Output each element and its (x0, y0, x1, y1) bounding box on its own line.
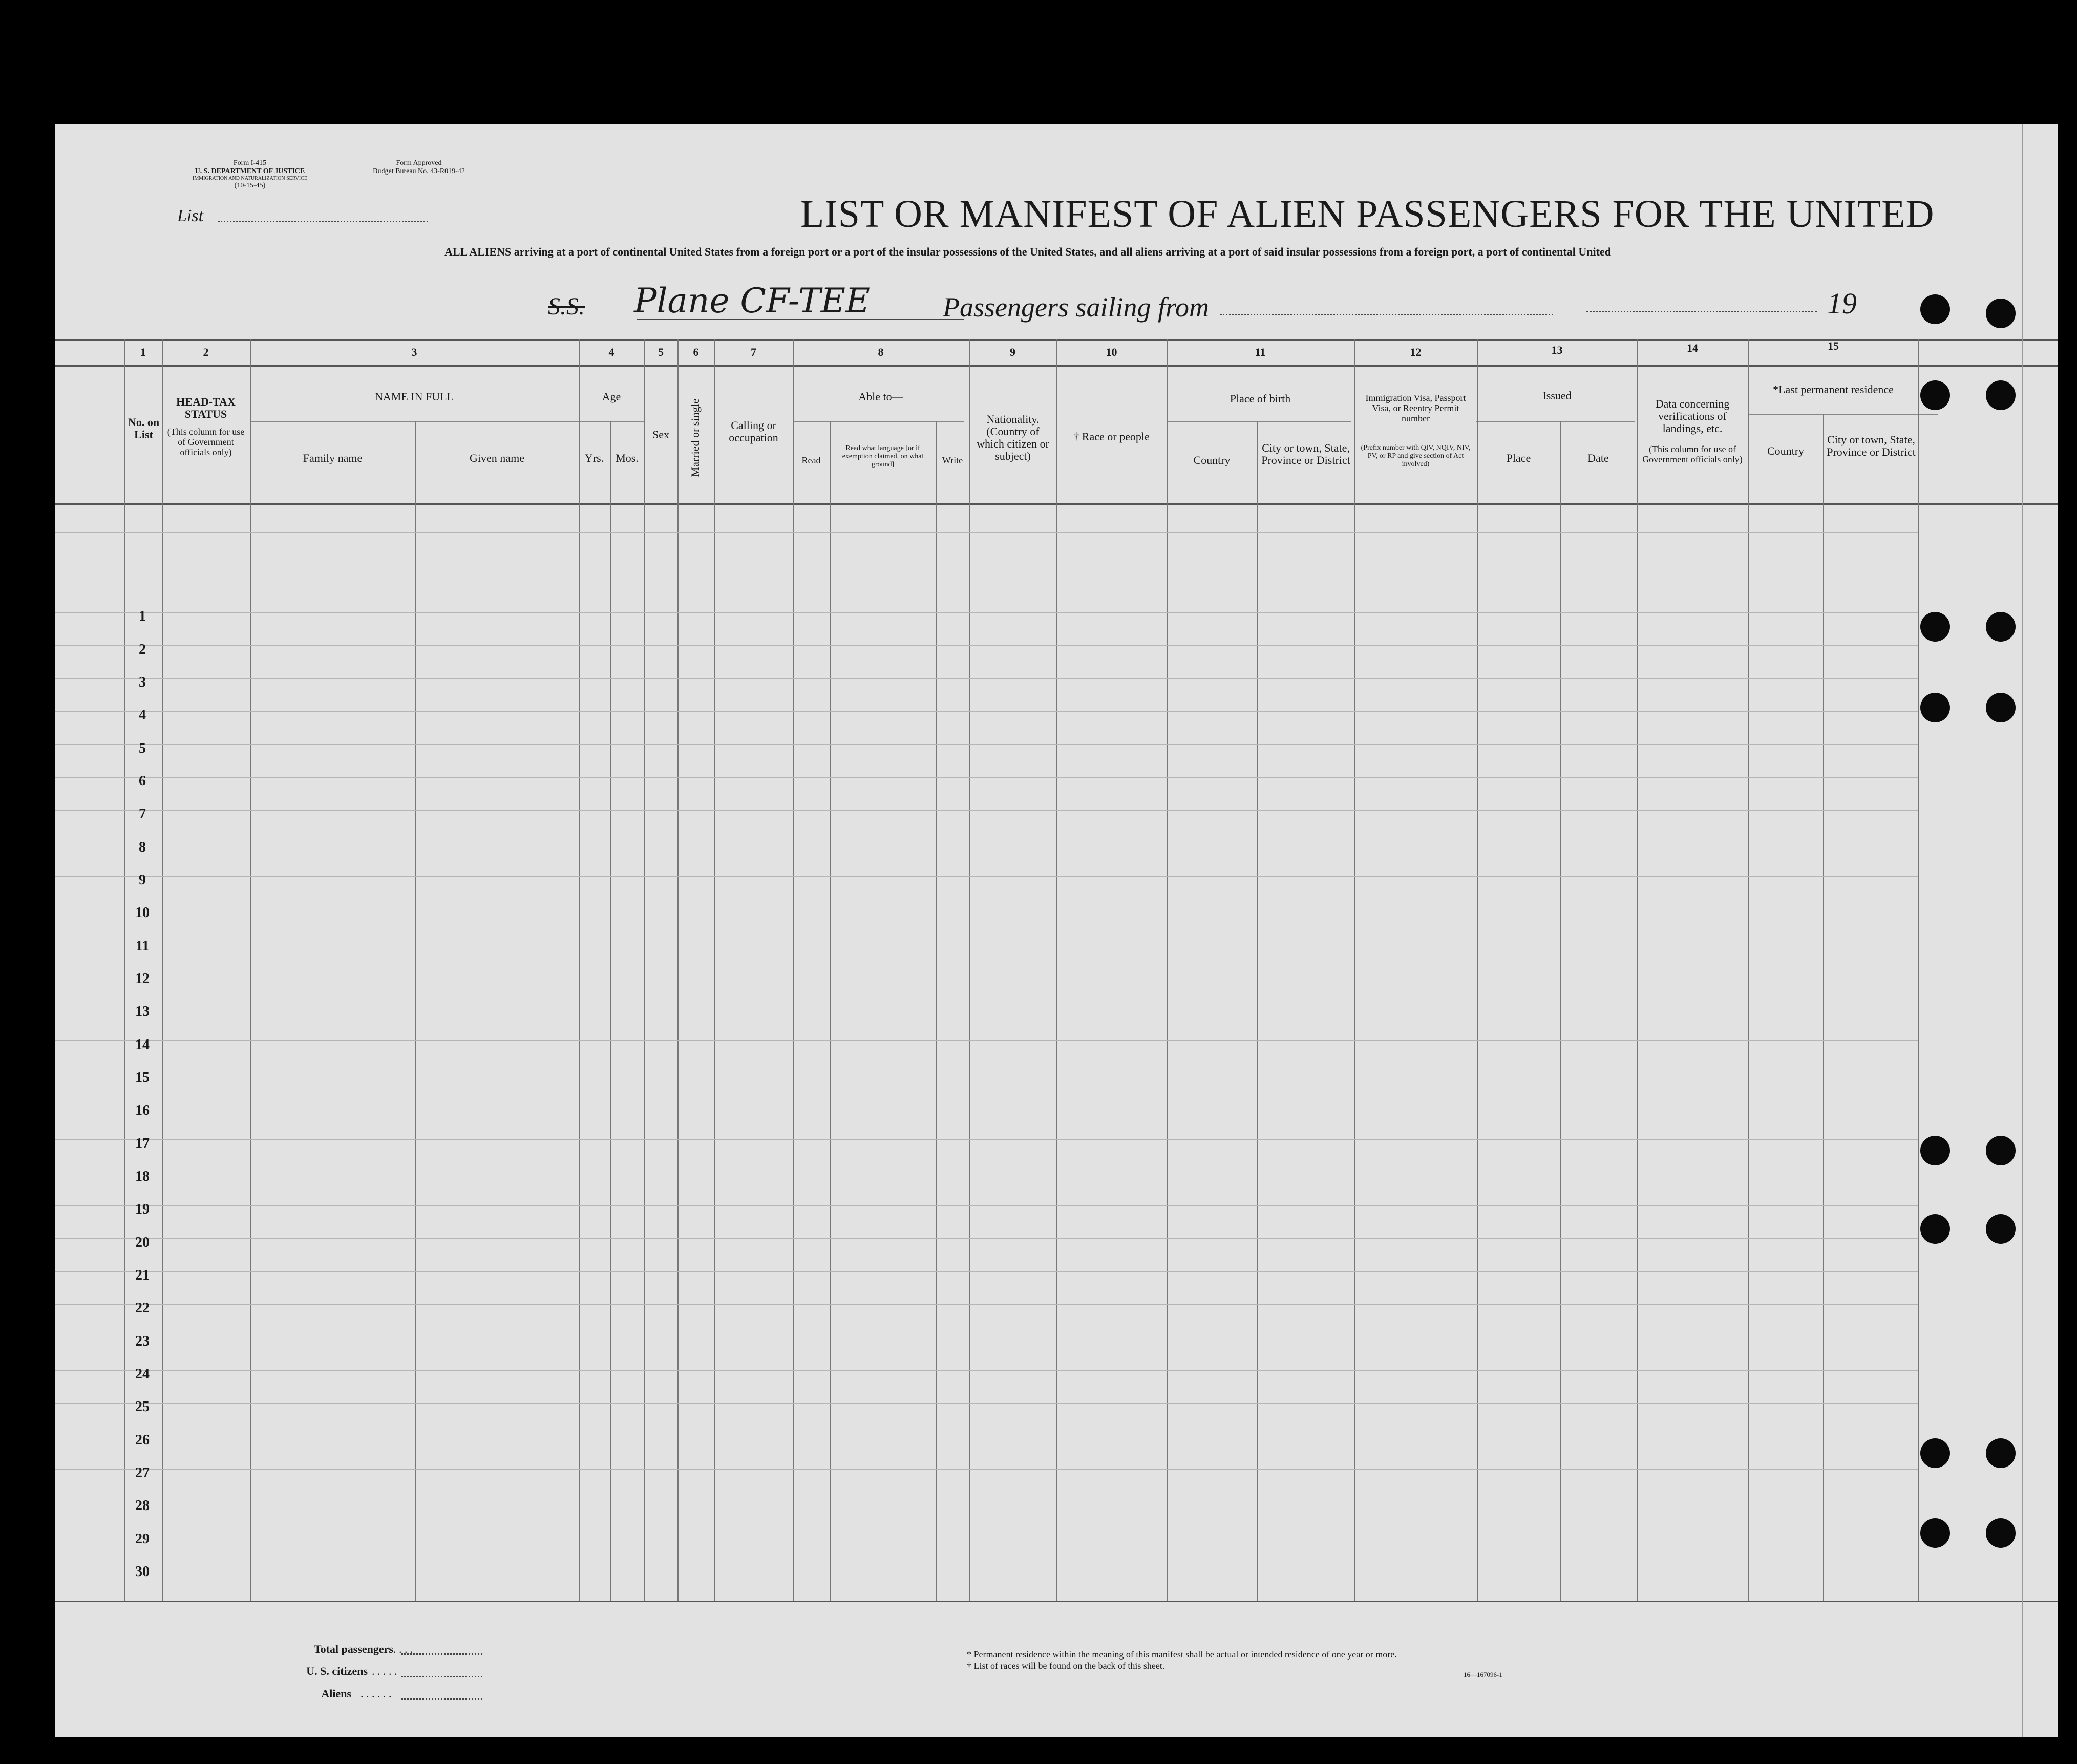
hdr-name-in-full: NAME IN FULL (375, 390, 454, 403)
punch-hole (1920, 1214, 1950, 1244)
row-number: 18 (135, 1168, 150, 1184)
col-num-1: 1 (140, 346, 146, 358)
department: U. S. DEPARTMENT OF JUSTICE (195, 167, 305, 175)
row-number: 9 (139, 872, 146, 888)
hdr-visa: Immigration Visa, Passport Visa, or Reentry Permit number (1365, 393, 1466, 423)
hdr-issued-place: Place (1506, 452, 1531, 464)
punch-hole (1986, 299, 2016, 328)
row-number: 16 (135, 1102, 150, 1119)
punch-hole (1920, 693, 1950, 722)
sailing-from-line (1220, 314, 1553, 315)
vessel-line (637, 319, 964, 320)
row-number: 5 (139, 740, 146, 756)
list-number-line (218, 221, 428, 222)
hdr-data-note: (This column for use of Government officials only) (1642, 444, 1743, 464)
row-number: 25 (135, 1399, 150, 1415)
form-date: (10-15-45) (234, 182, 266, 189)
hdr-given-name: Given name (470, 452, 524, 464)
punch-hole (1986, 1136, 2016, 1165)
punch-hole (1920, 380, 1950, 410)
footer-citizens-line (401, 1676, 482, 1677)
punch-hole (1920, 1136, 1950, 1165)
hdr-head-tax: HEAD-TAX STATUS (176, 395, 236, 420)
row-number: 23 (135, 1333, 150, 1349)
form-number: Form I-415 (233, 159, 267, 167)
page-title: LIST OR MANIFEST OF ALIEN PASSENGERS FOR THE UNITED (800, 193, 1935, 236)
punch-hole (1986, 1438, 2016, 1468)
row-number: 12 (135, 970, 150, 987)
row-number: 26 (135, 1432, 150, 1448)
hdr-issued: Issued (1542, 389, 1572, 402)
col-num-14: 14 (1687, 342, 1698, 354)
hdr-visa-note: (Prefix number with QIV, NQIV, NIV, PV, or RP and give section of Act involved) (1361, 444, 1471, 468)
sailing-date-line (1586, 311, 1817, 312)
row-number: 6 (139, 773, 146, 789)
row-number: 3 (139, 674, 146, 690)
hdr-age: Age (602, 390, 621, 403)
hdr-nationality: Nationality. (Country of which citizen or subject) (977, 413, 1049, 462)
sailing-from-label: Passengers sailing from (943, 292, 1210, 323)
col-num-12: 12 (1410, 346, 1422, 358)
hdr-family-name: Family name (303, 452, 363, 464)
footer-total-line (401, 1653, 482, 1655)
punch-hole (1920, 1518, 1950, 1548)
row-number: 15 (135, 1069, 150, 1086)
row-number: 11 (135, 938, 150, 954)
hdr-no-on-list: No. on List (128, 416, 160, 441)
punch-hole (1920, 612, 1950, 642)
hdr-yrs: Yrs. (584, 452, 604, 464)
row-number: 13 (135, 1004, 150, 1020)
col-num-2: 2 (203, 346, 209, 358)
row-number: 8 (139, 839, 146, 855)
col-num-7: 7 (751, 346, 756, 358)
punch-hole (1920, 1438, 1950, 1468)
form-approved: Form Approved (396, 159, 442, 167)
col-num-4: 4 (608, 346, 614, 358)
row-number: 14 (135, 1036, 150, 1053)
punch-hole (1986, 1214, 2016, 1244)
row-number: 30 (135, 1563, 150, 1580)
hdr-issued-date: Date (1587, 452, 1609, 464)
row-number: 1 (139, 608, 146, 625)
footer-print-code: 16—167096-1 (1464, 1671, 1502, 1678)
punch-hole (1986, 1518, 2016, 1548)
footer-total-label: Total passengers (313, 1643, 393, 1655)
col-num-6: 6 (693, 346, 699, 358)
hdr-head-tax-note: (This column for use of Government officials only) (167, 427, 245, 457)
row-number: 7 (139, 806, 146, 822)
punch-hole (1986, 612, 2016, 642)
col-num-15: 15 (1828, 339, 1839, 352)
col-num-13: 13 (1551, 344, 1563, 356)
subtitle: ALL ALIENS arriving at a port of continental United States from a foreign port or a port of the insular possessions of the United States, and all aliens arriving at a port of said insular possessions from a foreign port, a port of continental United (444, 245, 1611, 258)
budget-bureau: Budget Bureau No. 43-R019-42 (373, 167, 465, 175)
row-number: 2 (139, 641, 146, 657)
footer-citizens-label: U. S. citizens (306, 1665, 368, 1677)
footer-note-residence: * Permanent residence within the meaning of this manifest shall be actual or intended residence of one year or more. (967, 1649, 1397, 1660)
row-number: 20 (135, 1234, 150, 1250)
hdr-res-city: City or town, State, Province or District (1827, 433, 1916, 458)
row-number: 4 (139, 707, 146, 724)
col-num-11: 11 (1255, 346, 1266, 358)
list-label: List (177, 206, 204, 225)
row-number: 24 (135, 1366, 150, 1382)
year-prefix: 19 (1827, 287, 1857, 320)
hdr-write: Write (942, 455, 963, 465)
hdr-data-concerning: Data concerning verifications of landings, etc. (1655, 397, 1730, 435)
punch-hole (1986, 380, 2016, 410)
hdr-birth-country: Country (1193, 454, 1231, 466)
hdr-read-what: Read what language [or if exemption claimed, on what ground] (842, 444, 924, 469)
vessel-prefix: S.S. (548, 293, 585, 320)
footer-note-races: † List of races will be found on the back of this sheet. (967, 1661, 1165, 1671)
col-num-8: 8 (878, 346, 884, 358)
footer-aliens-line (401, 1698, 482, 1700)
hdr-able-to: Able to— (858, 390, 903, 403)
vessel-name-handwritten: Plane CF-TEE (634, 281, 871, 321)
hdr-mos: Mos. (616, 452, 639, 464)
row-number: 27 (135, 1464, 150, 1481)
hdr-sex: Sex (652, 428, 669, 441)
manifest-sheet: Form I-415 U. S. DEPARTMENT OF JUSTICE IMMIGRATION AND NATURALIZATION SERVICE (10-15-45) Form Approved Budget Bureau No. 43-R019-42 List LIST OR MANIFEST OF ALIEN PASSENGERS FOR THE UNITED ALL ALIENS arriving at a port of continental United States from a foreign port or a port of the insular possessions of the United States, and all aliens arriving at a port of said insular possessions from a foreign port, a port of continental United S.S. Plane CF-TEE Passengers sailing from 19 1 2 3 4 5 6 7 8 9 10 11 12 13 14 15 No. on List HEAD-TAX STATUS (This column for use of Government officials only) NAME IN FULL Family name Given name Age Yrs. Mos. Sex Married or single Calling or occupation Able to— Read Read what language [or if exemption claimed, on what ground] Write Nationality. (Country of which citizen or subject) † Race or people Place of birth Country City or town, State, Province or District Immigration Visa, Passport Visa, or Reentry Permit number (Prefix number with QIV, NQIV, NIV, PV, or RP and give section of Act involved) Issued Place Date Data concerning verifications of landings, etc. (This column for use of Government officials only) *Last permanent residence Country City or town, State, Province or District 1 2 3 4 5 6 7 8 9 10 11 12 13 14 15 16 17 18 19 20 21 22 23 24 25 26 27 28 29 30 Total passengers . . . . U. S. citizens . . . . . Aliens . . . . . . * Permanent residence within the meaning of this manifest shall be actual or intended residence of one year or more. † List of races will be found on the back of this sheet. 16—167096-1 (55, 124, 2058, 1737)
row-number: 22 (135, 1300, 150, 1316)
col-num-9: 9 (1010, 346, 1015, 358)
footer-aliens-label: Aliens (321, 1687, 351, 1700)
punch-hole (1920, 294, 1950, 324)
hdr-calling: Calling or occupation (729, 419, 778, 444)
row-number: 19 (135, 1201, 150, 1218)
row-number: 28 (135, 1498, 150, 1514)
row-number: 21 (135, 1267, 150, 1283)
punch-hole (1986, 693, 2016, 722)
col-num-5: 5 (658, 346, 664, 358)
hdr-race: † Race or people (1073, 430, 1150, 443)
col-num-10: 10 (1106, 346, 1117, 358)
row-number: 10 (135, 905, 150, 921)
col-num-3: 3 (411, 346, 417, 358)
hdr-last-residence: *Last permanent residence (1773, 383, 1894, 396)
row-number: 17 (135, 1135, 150, 1152)
hdr-res-country: Country (1767, 444, 1805, 457)
hdr-place-of-birth: Place of birth (1230, 392, 1291, 405)
hdr-birth-city: City or town, State, Province or District (1261, 441, 1350, 466)
hdr-married-single: Married or single (689, 398, 702, 477)
row-number: 29 (135, 1531, 150, 1547)
service: IMMIGRATION AND NATURALIZATION SERVICE (193, 176, 307, 181)
hdr-read: Read (801, 455, 821, 465)
